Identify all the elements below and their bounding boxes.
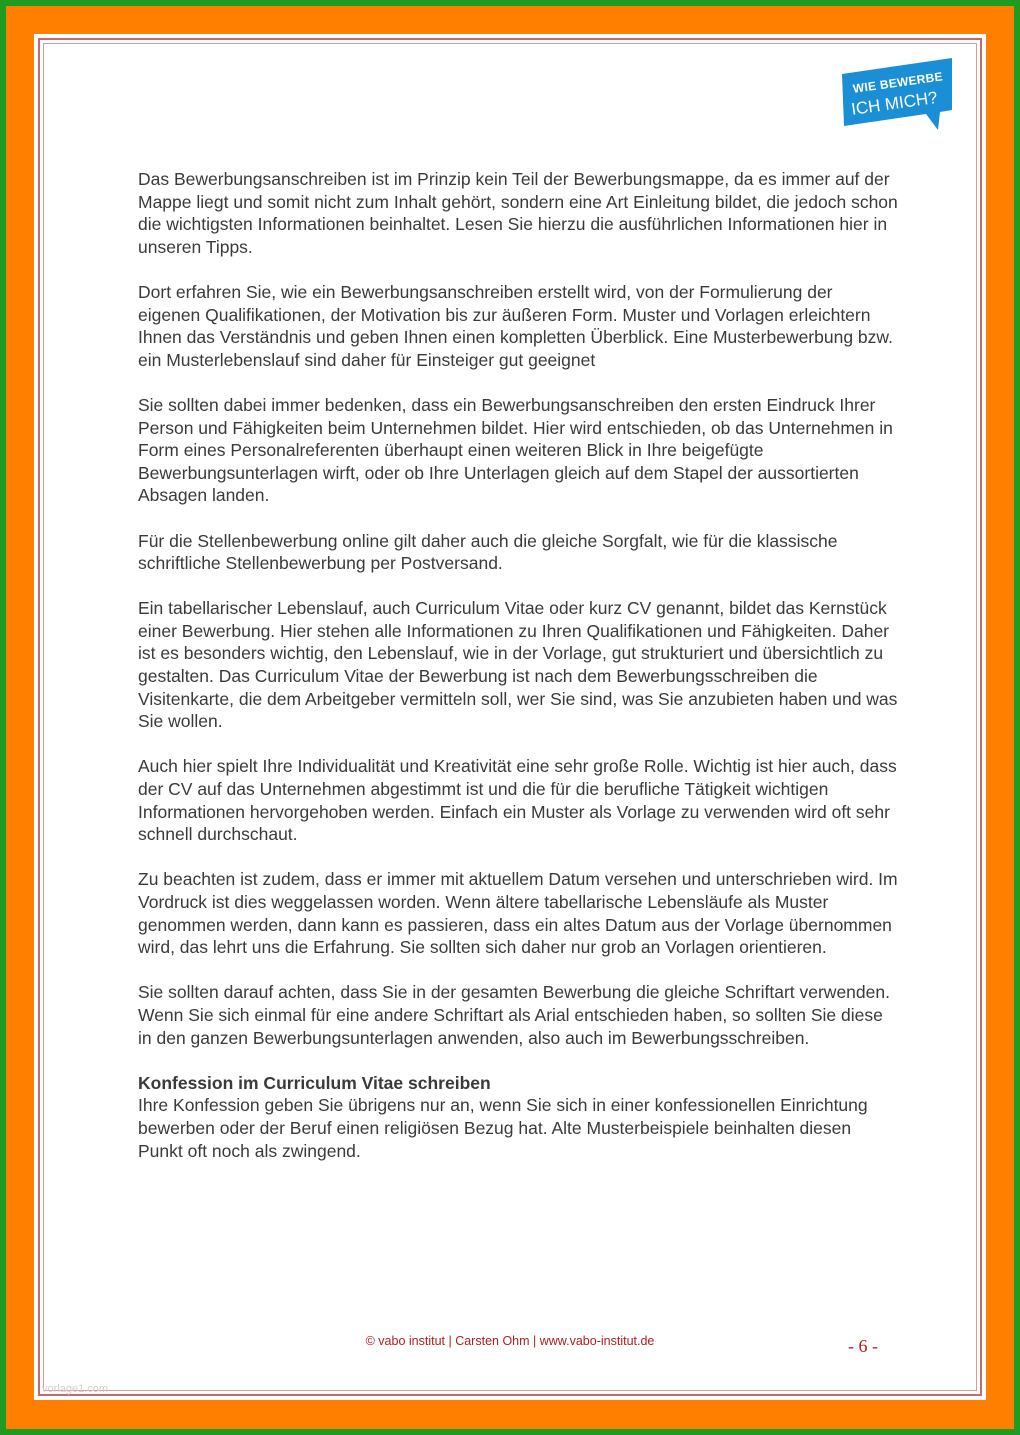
logo-text-line2: ICH MICH? xyxy=(850,87,939,119)
section-text: Ihre Konfession geben Sie übrigens nur an, wenn Sie sich in einer konfessionellen Einrichtung bewerben oder der Beruf einen religiösen Bezug hat. Alte Musterbeispiele beinhalten diesen Punkt oft noch als zwingend. xyxy=(138,1095,868,1161)
footer-copyright: © vabo institut | Carsten Ohm | www.vabo-institut.de xyxy=(365,1334,655,1348)
paragraph: Für die Stellenbewerbung online gilt daher auch die gleiche Sorgfalt, wie für die klassische schriftliche Stellenbewerbung per Postversand. xyxy=(138,530,838,574)
wie-bewerbe-ich-mich-logo xyxy=(842,54,958,132)
section-confession xyxy=(138,1072,898,1162)
paragraph: Zu beachten ist zudem, dass er immer mit aktuellem Datum versehen und unterschrieben wird. Im Vordruck ist dies weggelassen worden. Wenn ältere tabellarische Lebensläufe als Muster genommen werden, dann kann es passieren, dass ein altes Datum aus der Vorlage übernommen wird, das lehrt uns die Erfahrung. Sie sollten sich daher nur grob an Vorlagen orientieren. xyxy=(138,869,898,958)
paragraph: Dort erfahren Sie, wie ein Bewerbungsanschreiben erstellt wird, von der Formulierung der eigenen Qualifikationen, der Motivation bis zur äußeren Form. Muster und Vorlagen erleichtern Ihnen das Verständnis und geben Ihnen einen kompletten Überblick. Eine Musterbewerbung bzw. ein Musterlebenslauf sind daher für Einsteiger gut geeignet xyxy=(138,281,893,370)
paragraph: Auch hier spielt Ihre Individualität und Kreativität eine sehr große Rolle. Wichtig ist hier auch, dass der CV auf das Unternehmen abgestimmt ist und die für die berufliche Tätigkeit wichtigen Informationen hervorgehoben werden. Einfach ein Muster als Vorlage zu verwenden wird oft sehr schnell durchschaut. xyxy=(138,756,897,845)
paragraph: Sie sollten dabei immer bedenken, dass ein Bewerbungsanschreiben den ersten Eindruck Ihrer Person und Fähigkeiten beim Unternehmen bildet. Hier wird entschieden, ob das Unternehmen in Form eines Personalreferenten überhaupt einen weiteren Blick in Ihre beigefügte Bewerbungsunterlagen wirft, oder ob Ihre Unterlagen gleich auf dem Stapel der aussortierten Absagen landen. xyxy=(138,394,893,506)
paragraph: Das Bewerbungsanschreiben ist im Prinzip kein Teil der Bewerbungsmappe, da es immer auf der Mappe liegt und somit nicht zum Inhalt gehört, sondern eine Art Einleitung bildet, die jedoch schon die wichtigsten Informationen beinhaltet. Lesen Sie hierzu die ausführlichen Informationen hier in unseren Tipps. xyxy=(138,169,898,257)
page-number: - 6 - xyxy=(848,1336,878,1356)
document-body xyxy=(138,168,898,1185)
document-page xyxy=(34,34,986,1400)
paragraph: Sie sollten darauf achten, dass Sie in der gesamten Bewerbung die gleiche Schriftart verwenden. Wenn Sie sich einmal für eine andere Schriftart als Arial entschieden haben, so sollten Sie diese in den ganzen Bewerbungsunterlagen anwenden, also auch im Bewerbungsschreiben. xyxy=(138,982,890,1048)
logo-text-line1: WIE BEWERBE xyxy=(852,69,944,96)
paragraph: Ein tabellarischer Lebenslauf, auch Curriculum Vitae oder kurz CV genannt, bildet das Kernstück einer Bewerbung. Hier stehen alle Informationen zu Ihren Qualifikationen und Fähigkeiten. Daher ist es besonders wichtig, den Lebenslauf, wie in der Vorlage, gut strukturiert und übersichtlich zu gestalten. Das Curriculum Vitae der Bewerbung ist nach dem Bewerbungsschreiben die Visitenkarte, die dem Arbeitgeber vermitteln soll, wer Sie sind, was Sie anzubieten haben und was Sie wollen. xyxy=(138,598,898,732)
watermark: vorlage1.com xyxy=(42,1383,109,1395)
section-heading: Konfession im Curriculum Vitae schreiben xyxy=(138,1072,491,1093)
